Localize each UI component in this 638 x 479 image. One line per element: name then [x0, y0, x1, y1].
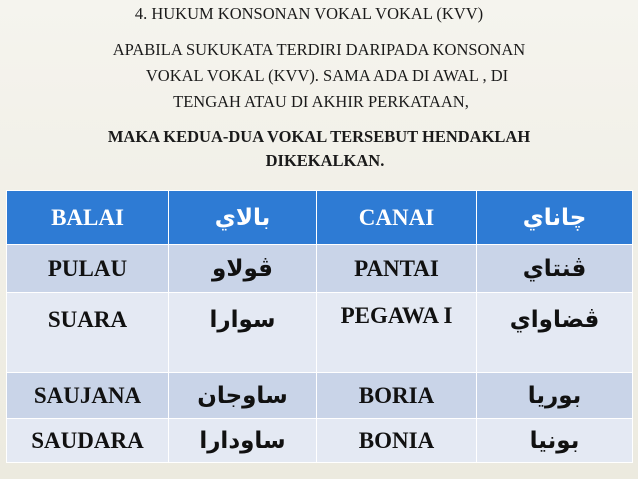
latin-word-cell: SAUJANA	[7, 373, 169, 419]
rule-text-line: APABILA SUKUKATA TERDIRI DARIPADA KONSONAN	[112, 40, 526, 59]
latin-word-cell: CANAI	[317, 191, 477, 245]
rule-emphasis-line: MAKA KEDUA-DUA VOKAL TERSEBUT HENDAKLAH	[107, 127, 531, 146]
vocabulary-table-container	[6, 190, 632, 463]
latin-word-cell: BORIA	[317, 373, 477, 419]
jawi-word-cell: سوارا	[169, 293, 317, 373]
latin-word-cell: SUARA	[7, 293, 169, 373]
vocabulary-table	[6, 190, 633, 463]
table-row	[7, 293, 633, 373]
latin-word-cell: SAUDARA	[7, 419, 169, 463]
table-row	[7, 419, 633, 463]
rule-text-line: TENGAH ATAU DI AKHIR PERKATAAN,	[173, 92, 469, 111]
rule-text-line: VOKAL VOKAL (KVV). SAMA ADA DI AWAL , DI	[145, 66, 509, 85]
jawi-word-cell: ڤولاو	[169, 245, 317, 293]
rule-title: 4. HUKUM KONSONAN VOKAL VOKAL (KVV)	[134, 4, 484, 23]
latin-word-cell: PEGAWA I	[317, 293, 477, 373]
latin-word-cell: PANTAI	[317, 245, 477, 293]
table-row	[7, 245, 633, 293]
jawi-word-cell: ڤضاواي	[477, 293, 633, 373]
table-row	[7, 373, 633, 419]
latin-word-cell: BALAI	[7, 191, 169, 245]
latin-word-cell: PULAU	[7, 245, 169, 293]
jawi-word-cell: بالاي	[169, 191, 317, 245]
jawi-word-cell: بوريا	[477, 373, 633, 419]
table-header-row	[7, 191, 633, 245]
rule-emphasis-line: DIKEKALKAN.	[265, 151, 385, 170]
jawi-word-cell: ساودارا	[169, 419, 317, 463]
jawi-word-cell: بونيا	[477, 419, 633, 463]
jawi-word-cell: چاناي	[477, 191, 633, 245]
jawi-word-cell: ساوجان	[169, 373, 317, 419]
jawi-word-cell: ڤنتاي	[477, 245, 633, 293]
latin-word-cell: BONIA	[317, 419, 477, 463]
